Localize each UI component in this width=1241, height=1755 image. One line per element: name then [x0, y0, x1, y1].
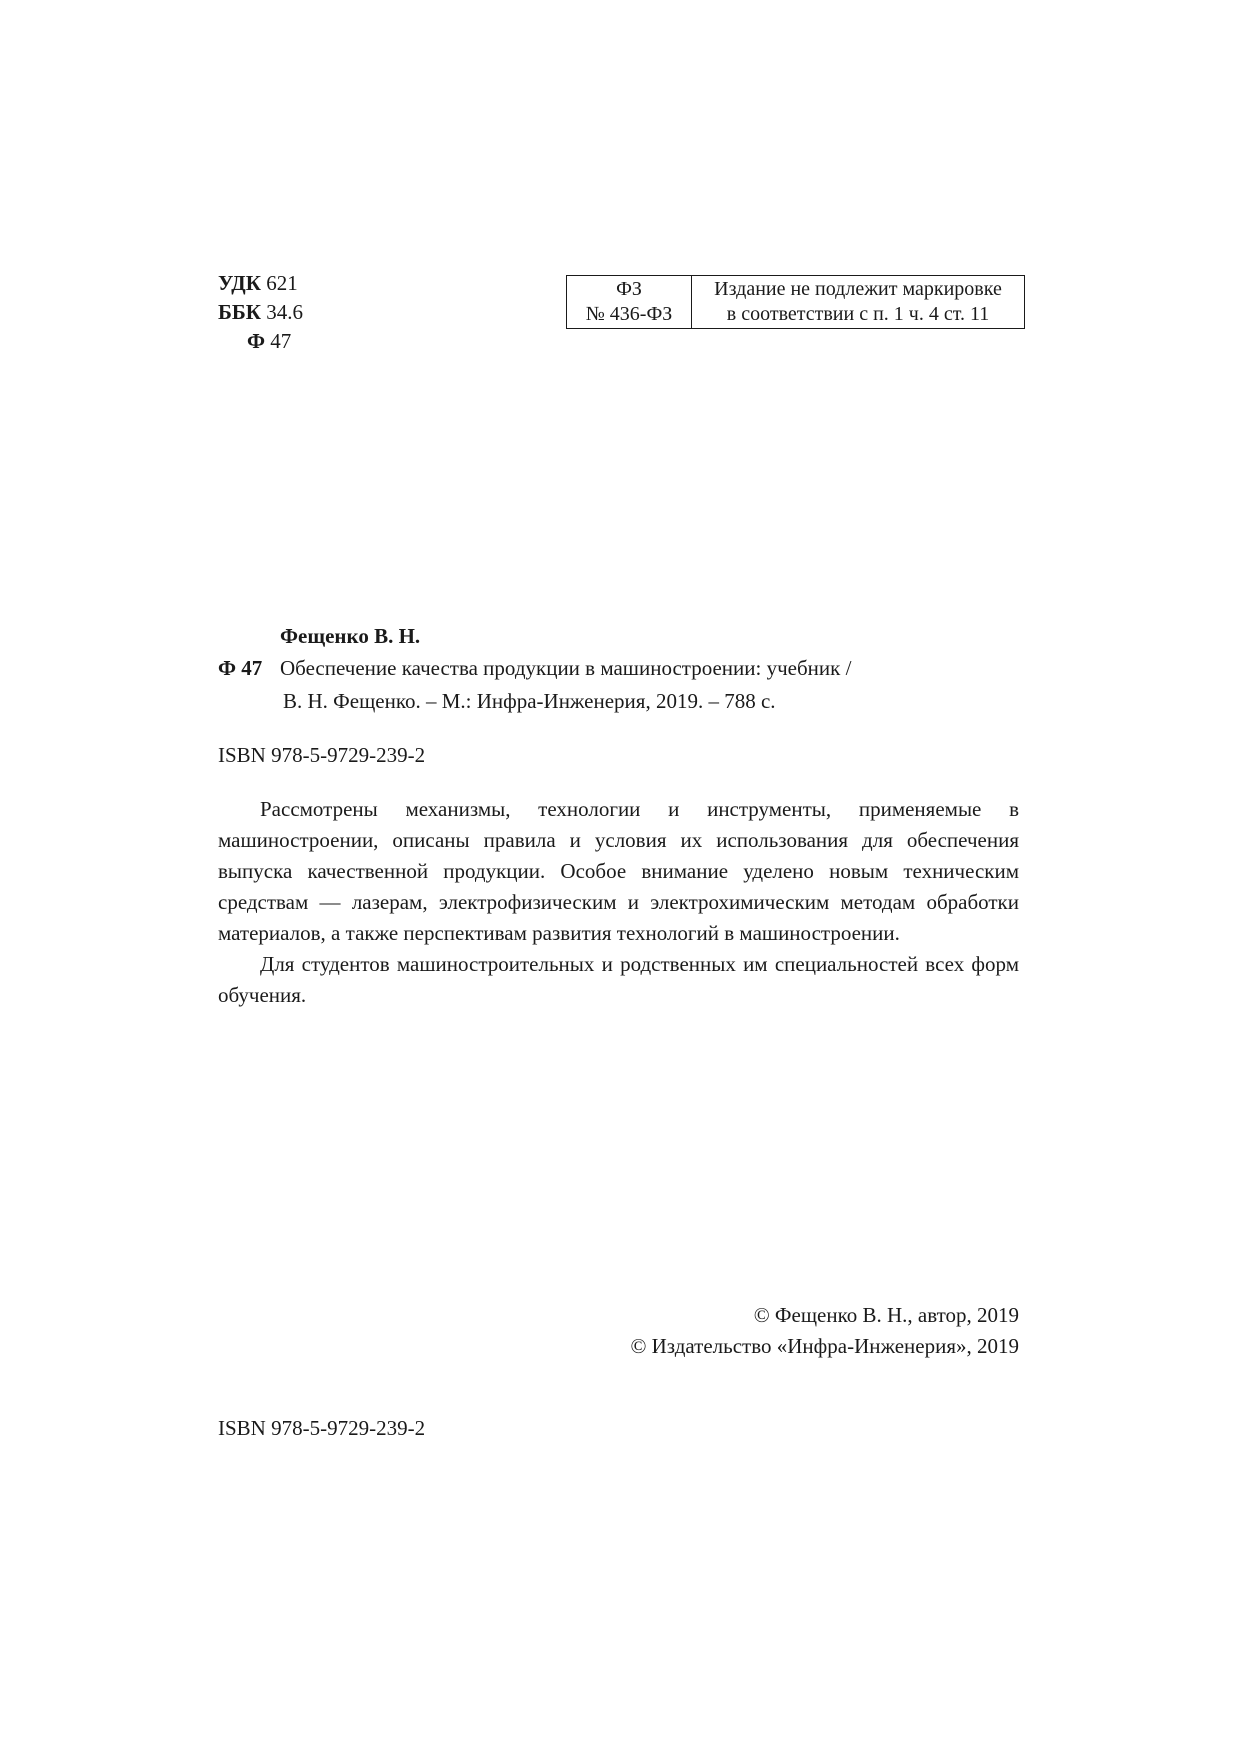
bbk-row: [218, 298, 303, 327]
book-title-line: Обеспечение качества продукции в машиностроении: учебник /: [280, 656, 852, 680]
law-number: № 436-ФЗ: [585, 303, 673, 325]
law-cell: [567, 276, 692, 329]
isbn-bottom: ISBN 978-5-9729-239-2: [218, 1416, 426, 1440]
bbk-label: ББК: [218, 300, 261, 324]
classification-codes: [218, 269, 303, 356]
isbn-top: ISBN 978-5-9729-239-2: [218, 743, 426, 767]
annotation-paragraph: Рассмотрены механизмы, технологии и инструменты, применяемые в машиностроении, описаны правила и условия их использования для обеспечения выпуска качественной продукции. Особое внимание уделено новым техническим средствам — лазерам, электрофизическим и электрохимическим методам обработки материалов, а также перспективам развития технологий в машиностроении.: [218, 797, 1019, 945]
udk-row: [218, 269, 303, 298]
marking-note-line2: в соответствии с п. 1 ч. 4 ст. 11: [726, 303, 990, 325]
audience-paragraph: Для студентов машиностроительных и родственных им специальностей всех форм обучения.: [218, 952, 1019, 1007]
age-marking-row: [567, 276, 1025, 329]
author-sign-row: [218, 327, 303, 356]
annotation: [218, 794, 1019, 1011]
author-sign-value: 47: [270, 329, 292, 353]
copyright-publisher: © Издательство «Инфра-Инженерия», 2019: [630, 1334, 1019, 1358]
author-heading: Фещенко В. Н.: [280, 624, 421, 648]
author-sign-label: Ф: [247, 329, 266, 353]
bib-title-row: [218, 652, 1018, 685]
bibliographic-description: [218, 652, 1018, 718]
udk-label: УДК: [218, 271, 261, 295]
bbk-value: 34.6: [266, 300, 303, 324]
age-marking-box: [566, 275, 1025, 329]
copyright-block: [560, 1300, 1019, 1362]
marking-note-line1: Издание не подлежит маркировке: [714, 278, 1002, 300]
marking-note-cell: [692, 276, 1025, 329]
imprint-line: В. Н. Фещенко. – М.: Инфра-Инженерия, 2019. – 788 с.: [283, 689, 776, 713]
author-sign-code: Ф 47: [218, 656, 263, 680]
copyright-author: © Фещенко В. Н., автор, 2019: [753, 1303, 1019, 1327]
udk-value: 621: [266, 271, 298, 295]
law-name: ФЗ: [616, 278, 642, 300]
